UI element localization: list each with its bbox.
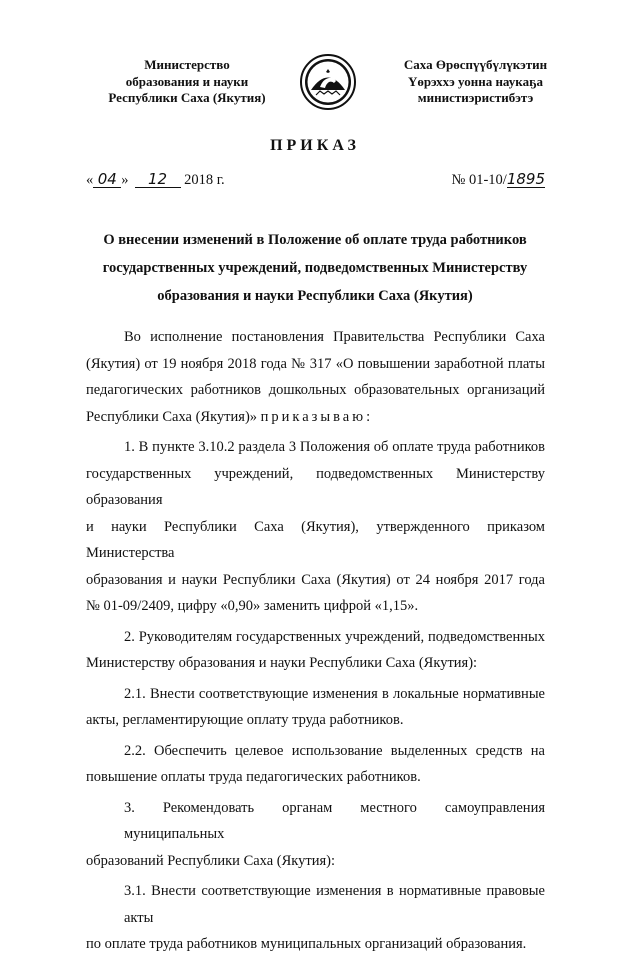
order-date	[86, 172, 225, 189]
text-line: по оплате труда работников муниципальных организаций образования.	[86, 936, 527, 952]
ministry-name-line: образования и науки	[125, 73, 249, 89]
ministry-name-yakut	[368, 57, 583, 107]
order-keyword: приказываю:	[260, 408, 374, 425]
text-line: Во исполнение постановления Правительства Республики Саха	[124, 329, 545, 345]
paragraph-item-3	[86, 795, 545, 875]
order-number	[451, 172, 545, 189]
date-day: 04	[93, 172, 121, 188]
ministry-name-line: Республики Саха (Якутия)	[108, 90, 266, 105]
text-line: образования и науки Республики Саха (Якутия) от 24 ноября 2017 года	[86, 571, 545, 588]
paragraph-item-3-1	[86, 878, 545, 958]
text-line: государственных учреждений, подведомственных Министерству образования	[86, 465, 545, 508]
date-open-quote: «	[86, 172, 94, 188]
subject-line: образования и науки Республики Саха (Якутия)	[157, 288, 473, 304]
ministry-name-line: Саха Өрөспүүбүлүкэтин	[403, 57, 548, 72]
text-line: 1. В пункте 3.10.2 раздела 3 Положения об оплате труда работников	[124, 439, 545, 455]
text-line: акты, регламентирующие оплату труда работников.	[86, 712, 404, 728]
paragraph-item-1	[86, 434, 545, 620]
text-line: и науки Республики Саха (Якутия), утвержденного приказом Министерства	[86, 518, 545, 561]
date-year: 2018 г.	[184, 172, 225, 188]
text-line: Министерству образования и науки Республики Саха (Якутия):	[86, 655, 478, 671]
paragraph-item-2-2	[86, 738, 545, 791]
paragraph-preamble	[86, 324, 545, 430]
text-line: № 01-09/2409, цифру «0,90» заменить цифрой «1,15».	[86, 598, 419, 614]
text-line: образований Республики Саха (Якутия):	[86, 852, 336, 869]
ministry-name-line: Министерство	[144, 57, 230, 72]
document-title: ПРИКАЗ	[270, 137, 360, 154]
order-number-prefix: № 01-10/	[451, 172, 507, 188]
date-month: 12	[135, 172, 181, 188]
paragraph-item-2-1	[86, 681, 545, 734]
subject-line: государственных учреждений, подведомственных Министерству	[102, 260, 528, 276]
text-line: 3.1. Внести соответствующие изменения в нормативные правовые акты	[124, 883, 545, 926]
date-close-quote: »	[121, 172, 129, 188]
text-line	[86, 404, 545, 431]
text-fragment: Республики Саха (Якутия)»	[86, 408, 261, 425]
text-line: повышение оплаты труда педагогических работников.	[86, 769, 421, 785]
order-number-handwritten: 1895	[506, 170, 545, 188]
order-subject	[100, 226, 530, 310]
paragraph-item-2	[86, 624, 545, 677]
text-line: 3. Рекомендовать органам местного самоуправления муниципальных	[124, 799, 545, 842]
ministry-name-line: Үөрэхxэ уонна наукаҕа	[407, 73, 544, 89]
text-line: (Якутия) от 19 ноября 2018 года № 317 «О повышении заработной платы	[86, 355, 545, 372]
text-line: 2. Руководителям государственных учреждений, подведомственных	[124, 628, 545, 645]
subject-line: О внесении изменений в Положение об оплате труда работников	[103, 232, 527, 248]
ministry-name-russian	[82, 57, 292, 107]
order-body	[86, 324, 545, 962]
coat-of-arms-emblem	[298, 53, 358, 111]
text-line: педагогических работников дошкольных образовательных организаций	[86, 382, 545, 398]
ministry-name-line: министиэристибэтэ	[417, 90, 534, 105]
text-line: 2.1. Внести соответствующие изменения в локальные нормативные	[124, 685, 545, 702]
text-line: 2.2. Обеспечить целевое использование выделенных средств на	[124, 742, 545, 759]
